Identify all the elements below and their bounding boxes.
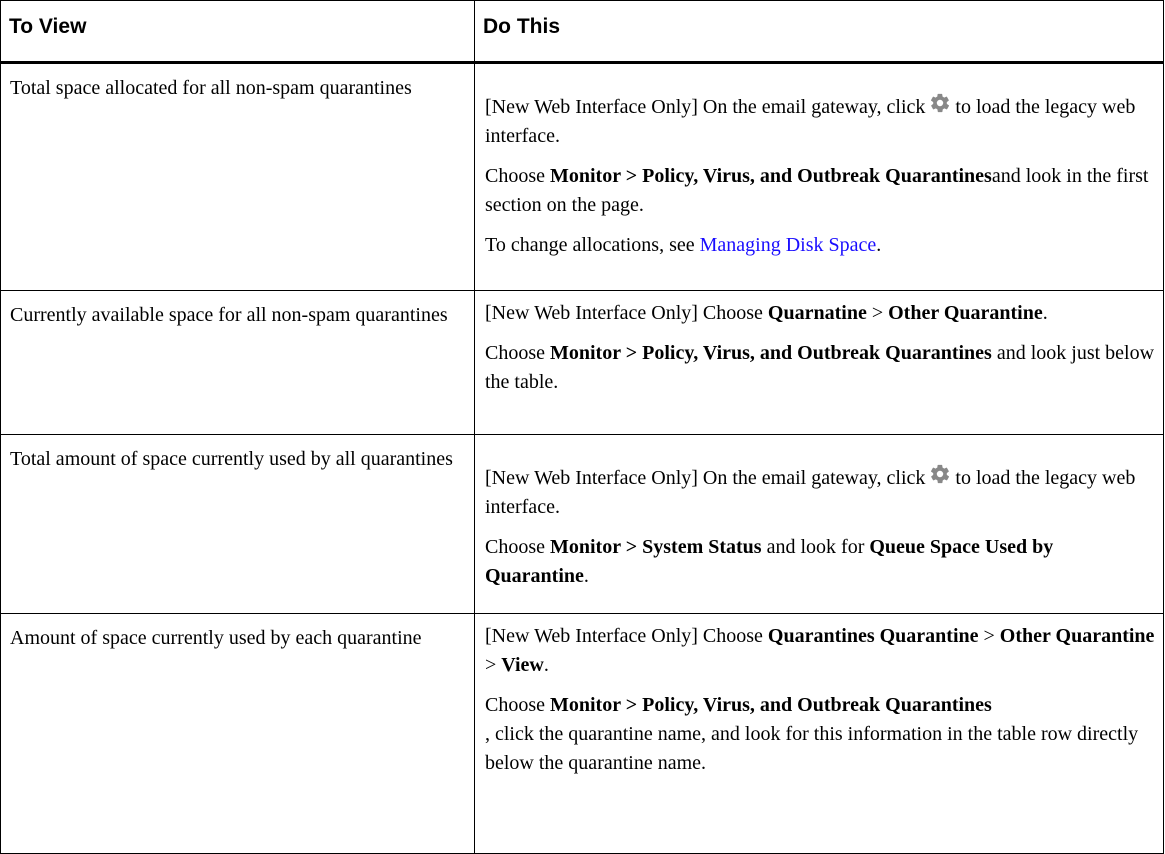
separator: >: [485, 654, 497, 676]
instruction-paragraph: [485, 443, 1155, 522]
do-this-cell: [475, 435, 1164, 614]
instruction-text: and look just below the table.: [485, 342, 1155, 393]
separator: >: [871, 302, 884, 324]
instruction-paragraph: [485, 533, 1155, 591]
instruction-paragraph: [485, 622, 1155, 680]
menu-path: Monitor > Policy, Virus, and Outbreak Quarantines: [550, 694, 992, 716]
to-view-cell: Currently available space for all non-spam quarantines: [1, 291, 475, 435]
instruction-text: , click the quarantine name, and look for this information in the table row directly below the quarantine name.: [485, 723, 1139, 774]
managing-disk-space-link[interactable]: Managing Disk Space: [699, 234, 877, 256]
do-this-cell: [475, 614, 1164, 854]
do-this-cell: [475, 291, 1164, 435]
instruction-text: [New Web Interface Only] On the email gateway, click: [485, 467, 926, 489]
instruction-text: .: [583, 565, 589, 587]
table-row: [1, 63, 1164, 291]
menu-item: Quarantines Quarantine: [767, 625, 979, 647]
instruction-text: .: [543, 654, 549, 676]
table-header-row: [1, 1, 1164, 63]
to-view-cell: Amount of space currently used by each quarantine: [1, 614, 475, 854]
instruction-text: and look for: [766, 536, 865, 558]
menu-path: Monitor > System Status: [550, 536, 762, 558]
instruction-text: To change allocations, see: [485, 234, 695, 256]
table-row: [1, 435, 1164, 614]
gear-icon[interactable]: [929, 463, 951, 485]
instruction-text: Choose: [485, 165, 545, 187]
gear-icon[interactable]: [929, 92, 951, 114]
instruction-paragraph: [485, 162, 1155, 220]
separator: >: [983, 625, 995, 647]
instruction-text: to load the legacy web interface.: [485, 96, 1136, 147]
table-row: [1, 614, 1164, 854]
menu-item: Quarnatine: [767, 302, 867, 324]
menu-path: Monitor > Policy, Virus, and Outbreak Quarantines: [550, 165, 992, 187]
field-name: Queue Space Used by Quarantine: [485, 536, 1054, 587]
instruction-text: .: [876, 234, 882, 256]
instruction-text: .: [1042, 302, 1048, 324]
menu-item: Other Quarantine: [999, 625, 1155, 647]
to-view-cell: Total amount of space currently used by all quarantines: [1, 435, 475, 614]
instruction-text: to load the legacy web interface.: [485, 467, 1136, 518]
instruction-text: [New Web Interface Only] On the email gateway, click: [485, 96, 926, 118]
instruction-text: and look in the first section on the page.: [485, 165, 1149, 216]
instruction-paragraph: [485, 339, 1155, 397]
header-to-view: To View: [1, 1, 475, 63]
instruction-paragraph: [485, 72, 1155, 151]
menu-item: View: [501, 654, 544, 676]
to-view-cell: Total space allocated for all non-spam quarantines: [1, 63, 475, 291]
instruction-text: [New Web Interface Only] Choose: [485, 302, 763, 324]
instruction-text: Choose: [485, 536, 545, 558]
do-this-cell: [475, 63, 1164, 291]
menu-path: Monitor > Policy, Virus, and Outbreak Quarantines: [550, 342, 992, 364]
instruction-paragraph: [485, 691, 1155, 778]
instruction-paragraph: [485, 231, 1155, 260]
instruction-text: Choose: [485, 694, 545, 716]
instruction-text: [New Web Interface Only] Choose: [485, 625, 763, 647]
instruction-text: Choose: [485, 342, 545, 364]
instruction-paragraph: [485, 299, 1155, 328]
menu-item: Other Quarantine: [888, 302, 1043, 324]
table-row: [1, 291, 1164, 435]
header-do-this: Do This: [475, 1, 1164, 63]
